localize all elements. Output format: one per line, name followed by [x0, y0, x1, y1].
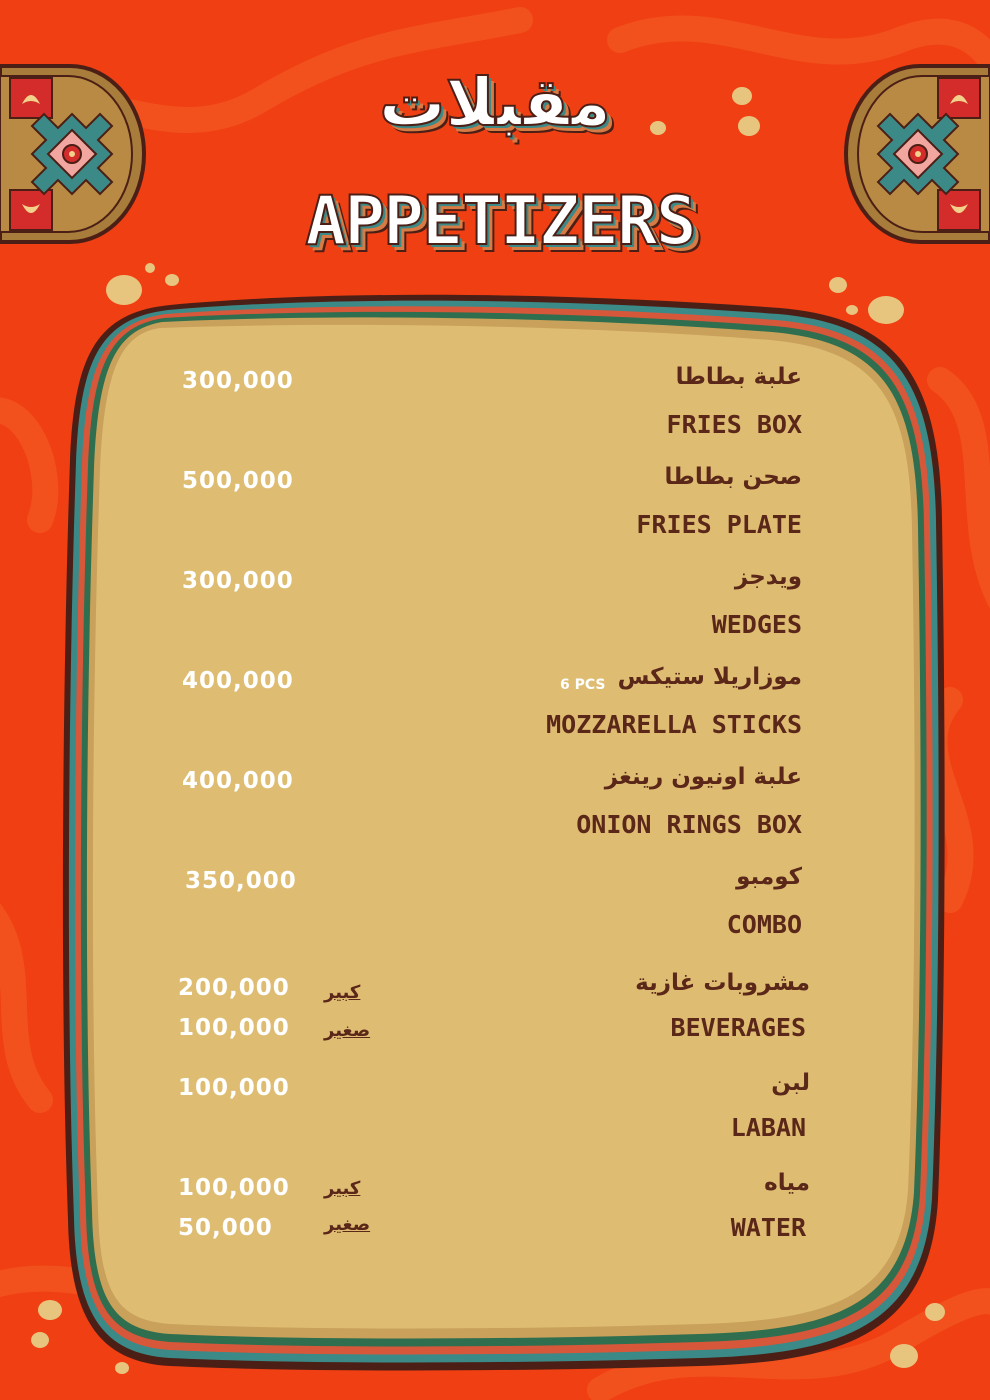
size-label-small: صغير: [324, 1214, 371, 1235]
item-name-arabic: ويدجز: [734, 564, 802, 590]
item-price: 350,000: [185, 868, 297, 894]
item-name-english: BEVERAGES: [670, 1013, 806, 1042]
item-name-english: WEDGES: [711, 610, 802, 639]
item-name-english: ONION RINGS BOX: [576, 810, 802, 839]
item-quantity-note: 6 PCS: [560, 677, 606, 693]
size-label-large: كبير: [324, 1178, 361, 1199]
item-name-arabic: مياه: [764, 1170, 810, 1196]
title-arabic: مقبلات: [379, 64, 611, 141]
item-name-english: COMBO: [726, 910, 802, 939]
size-label-large: كبير: [324, 982, 361, 1003]
item-name-english: WATER: [730, 1213, 806, 1242]
item-name-english: FRIES PLATE: [636, 510, 802, 539]
item-name-arabic: علبة بطاطا: [675, 364, 802, 390]
item-price: 400,000: [182, 768, 294, 794]
item-price: 100,000: [178, 1075, 290, 1101]
item-price: 400,000: [182, 668, 294, 694]
item-price: 500,000: [182, 468, 294, 494]
item-name-arabic: كومبو: [736, 864, 802, 890]
item-name-english: LABAN: [730, 1113, 806, 1142]
item-name-english: MOZZARELLA STICKS: [546, 710, 802, 739]
item-price-small: 50,000: [178, 1215, 273, 1241]
title-english: APPETIZERS: [305, 182, 695, 261]
item-price-large: 200,000: [178, 975, 290, 1001]
item-price-large: 100,000: [178, 1175, 290, 1201]
item-price: 300,000: [182, 568, 294, 594]
item-price-small: 100,000: [178, 1015, 290, 1041]
item-name-arabic: موزاريلا ستيكس: [617, 664, 802, 690]
item-name-arabic: علبة اونيون رينغز: [604, 764, 802, 790]
item-name-arabic: لبن: [771, 1070, 810, 1096]
item-name-arabic: صحن بطاطا: [664, 464, 802, 490]
item-name-arabic: مشروبات غازية: [635, 970, 810, 996]
size-label-small: صغير: [324, 1020, 371, 1041]
item-price: 300,000: [182, 368, 294, 394]
item-name-english: FRIES BOX: [666, 410, 802, 439]
